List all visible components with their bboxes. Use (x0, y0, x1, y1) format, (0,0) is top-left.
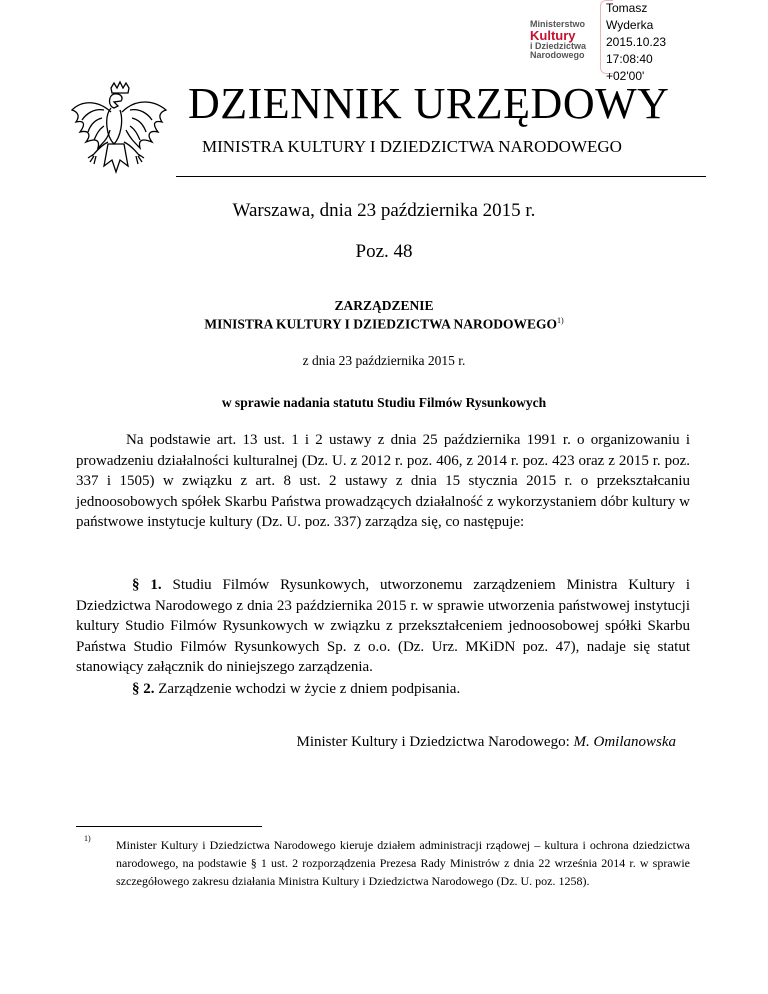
logo-line: Kultury (530, 28, 576, 43)
section-text: Zarządzenie wchodzi w życie z dniem podpisania. (158, 681, 461, 697)
section-label: § 2. (132, 681, 155, 697)
act-date: z dnia 23 października 2015 r. (302, 353, 466, 368)
footnote-text: Minister Kultury i Dziedzictwa Narodowego kieruje działem administracji rządowej – kultura i ochrona dziedzictwa narodowego, na podstawie § 1 ust. 2 rozporządzenia Prezesa Rady Ministrów z dnia 22 września 2014 r. w sprawie szczegółowego zakresu działania Ministra Kultury i Dziedzictwa Narodowego (Dz. U. poz. 1258). (116, 838, 690, 888)
section-text: Studiu Filmów Rysunkowych, utworzonemu zarządzeniem Ministra Kultury i Dziedzictwa Narodowego z dnia 23 października 2015 r. w sprawie utworzenia państwowej instytucji kultury Studio Filmów Rysunkowych w związku z przekształceniem jednoosobowej spółki Skarbu Państwa Studio Filmów Rysunkowych Sp. z o.o. (Dz. Urz. MKiDN poz. 47), nadaje się statut stanowiący załącznik do niniejszego zarządzenia. (76, 577, 690, 675)
signature-line (296, 734, 676, 751)
section-2 (132, 679, 692, 700)
act-subject: w sprawie nadania statutu Studiu Filmów Rysunkowych (221, 395, 547, 410)
section-label: § 1. (132, 577, 162, 593)
logo-line: i Dziedzictwa (530, 41, 587, 51)
place-and-date: Warszawa, dnia 23 października 2015 r. (232, 200, 536, 221)
gazette-title: DZIENNIK URZĘDOWY (188, 79, 670, 128)
signature-name: M. Omilanowska (573, 734, 676, 750)
logo-line: Narodowego (530, 50, 585, 60)
stamp-signer-last: Wyderka (606, 18, 654, 32)
ministry-logo (530, 10, 604, 70)
logo-line: Ministerstwo (530, 19, 586, 29)
position-number: Poz. 48 (355, 241, 413, 262)
section-1 (76, 575, 690, 678)
footnote-divider (76, 826, 262, 827)
digital-signature-stamp (606, 0, 666, 85)
act-issuer (0, 316, 768, 333)
footnote-mark: 1) (84, 834, 91, 843)
act-type: ZARZĄDZENIE (334, 298, 434, 313)
stamp-time: 17:08:40 (606, 52, 653, 66)
gazette-subtitle: MINISTRA KULTURY I DZIEDZICTWA NARODOWEGO (202, 137, 622, 156)
header-divider (176, 176, 706, 177)
polish-eagle-icon (64, 80, 174, 190)
footnote-reference: 1) (556, 316, 564, 325)
stamp-timezone: +02'00' (606, 69, 645, 83)
preamble: Na podstawie art. 13 ust. 1 i 2 ustawy z dnia 25 października 1991 r. o organizowaniu i prowadzeniu działalności kulturalnej (Dz. U. z 2012 r. poz. 406, z 2014 r. poz. 423 oraz z 2015 r. poz. 337 i 1505) w związku z art. 8 ust. 2 ustawy z dnia 15 stycznia 2015 r. o przekształcaniu jednoosobowych spółek Skarbu Państwa prowadzących działalność z wykorzystaniem dóbr kultury w państwowe instytucje kultury (Dz. U. poz. 337) zarządza się, co następuje: (76, 432, 690, 530)
act-issuer-text: MINISTRA KULTURY I DZIEDZICTWA NARODOWEGO (204, 316, 557, 332)
stamp-date: 2015.10.23 (606, 35, 667, 49)
stamp-signer-first: Tomasz (606, 1, 648, 15)
signature-role: Minister Kultury i Dziedzictwa Narodowego: (296, 734, 570, 750)
